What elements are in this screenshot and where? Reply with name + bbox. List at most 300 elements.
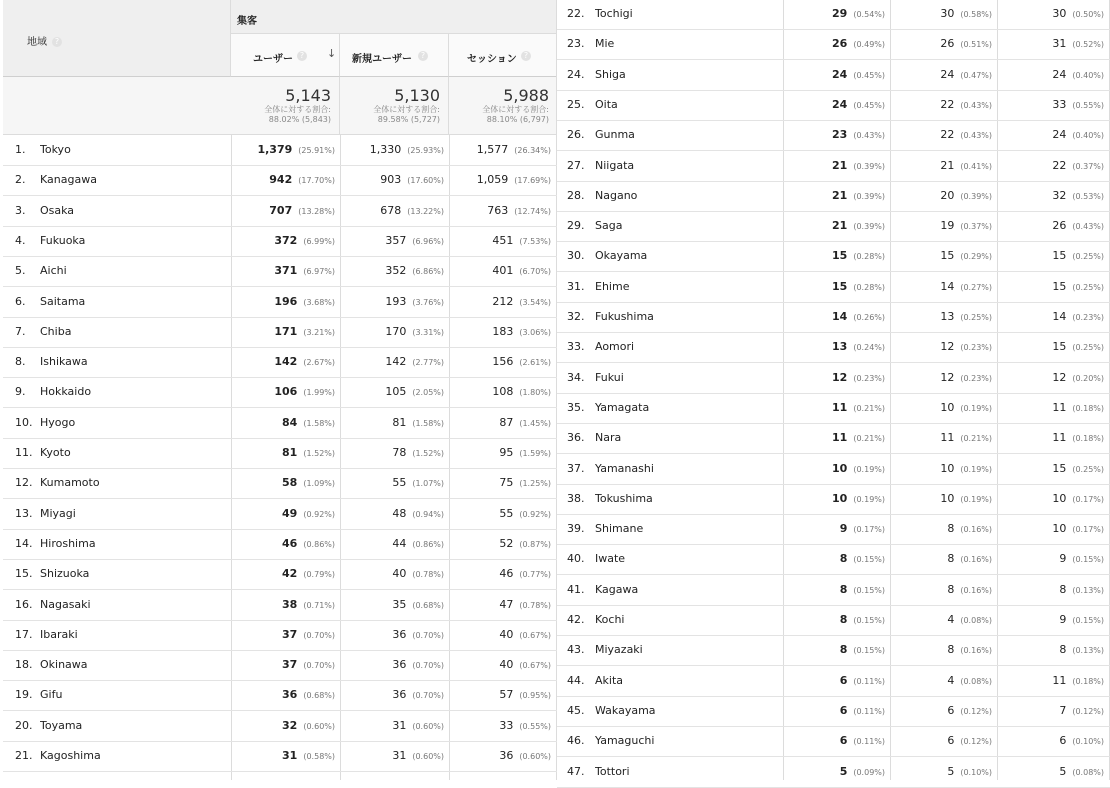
metric-value: 58 xyxy=(282,476,298,490)
metric-value: 171 xyxy=(274,324,298,338)
table-row[interactable] xyxy=(557,241,1110,272)
metric-value: 78 xyxy=(392,446,407,459)
metric-value: 13 xyxy=(832,340,848,354)
region-name-link[interactable]: Osaka xyxy=(40,203,75,217)
metric-value: 10 xyxy=(1052,522,1067,536)
table-row[interactable] xyxy=(3,377,557,408)
table-row[interactable] xyxy=(557,90,1110,121)
metric-value: 105 xyxy=(385,385,407,399)
metric-percent: (0.43%) xyxy=(960,100,992,110)
metric-cell xyxy=(340,196,449,226)
metric-value: 763 xyxy=(487,203,509,217)
metric-cell xyxy=(783,423,890,453)
metric-cell xyxy=(783,302,890,332)
metric-cell xyxy=(449,377,556,407)
region-name-link[interactable]: Kumamoto xyxy=(40,476,100,490)
region-name-link[interactable]: Ehime xyxy=(595,279,630,293)
metric-cell xyxy=(890,605,997,635)
region-name-link[interactable]: Gunma xyxy=(595,128,635,142)
table-row[interactable] xyxy=(3,711,557,742)
table-row[interactable] xyxy=(557,454,1110,485)
table-row[interactable] xyxy=(3,165,557,196)
metric-percent: (0.43%) xyxy=(1072,222,1104,232)
metric-cell xyxy=(783,393,890,423)
metric-cell xyxy=(997,211,1109,241)
region-name-link[interactable]: Hiroshima xyxy=(40,536,96,550)
table-row[interactable] xyxy=(3,499,557,530)
region-name-link[interactable]: Yamagata xyxy=(595,400,650,414)
metric-value: 8 xyxy=(947,552,955,566)
metric-cell xyxy=(783,454,890,484)
metric-value: 15 xyxy=(940,249,955,263)
metric-cell xyxy=(997,241,1109,271)
metric-cell xyxy=(449,468,556,498)
metric-value: 12 xyxy=(832,370,848,384)
metric-percent: (17.70%) xyxy=(298,176,335,186)
metric-cell xyxy=(449,741,556,771)
region-name-link[interactable]: Toyama xyxy=(40,718,83,732)
table-row[interactable] xyxy=(557,211,1110,242)
metric-cell xyxy=(890,757,997,787)
row-rank: 3. xyxy=(15,203,26,217)
table-row[interactable] xyxy=(3,529,557,560)
row-rank: 39. xyxy=(567,522,585,536)
metric-percent: (17.60%) xyxy=(407,176,444,186)
users-total-value: 5,143 xyxy=(285,86,331,105)
region-name-link[interactable]: Fukui xyxy=(595,370,624,384)
table-row[interactable] xyxy=(557,757,1110,788)
table-row[interactable] xyxy=(557,514,1110,545)
table-row[interactable] xyxy=(3,408,557,439)
region-name-link[interactable]: Nagano xyxy=(595,188,638,202)
region-name-link[interactable]: Wakayama xyxy=(595,703,656,717)
metric-value: 8 xyxy=(839,552,848,566)
metric-value: 15 xyxy=(832,279,848,293)
metric-percent: (0.27%) xyxy=(960,282,992,292)
metric-cell xyxy=(231,741,340,771)
region-name-link[interactable]: Nara xyxy=(595,431,622,445)
metric-cell xyxy=(783,90,890,120)
metric-percent: (1.45%) xyxy=(519,418,551,428)
region-name-link[interactable]: Shizuoka xyxy=(40,567,90,581)
metric-cell xyxy=(997,302,1109,332)
metric-percent: (0.70%) xyxy=(303,630,335,640)
metric-value: 22 xyxy=(940,97,955,111)
region-name-link[interactable]: Mie xyxy=(595,37,615,51)
metric-value: 38 xyxy=(282,597,298,611)
metric-value: 9 xyxy=(1059,552,1067,566)
users-total-share-label: 全体に対する割合: xyxy=(264,105,331,114)
metric-cell xyxy=(997,696,1109,726)
metric-percent: (0.86%) xyxy=(303,539,335,549)
region-name-link[interactable]: Kyoto xyxy=(40,446,71,459)
metric-percent: (0.54%) xyxy=(853,10,885,19)
metric-value: 4 xyxy=(947,673,955,687)
metric-percent: (13.22%) xyxy=(407,206,444,216)
metric-percent: (0.08%) xyxy=(960,616,992,625)
region-name-link[interactable]: Shimane xyxy=(595,522,644,536)
region-name-link[interactable]: Ibaraki xyxy=(40,627,78,641)
region-name-link[interactable]: Oita xyxy=(595,97,618,111)
metric-value: 8 xyxy=(947,643,955,657)
table-row[interactable] xyxy=(3,680,557,711)
metric-value: 142 xyxy=(385,355,407,369)
metric-percent: (0.12%) xyxy=(1072,706,1104,716)
metric-value: 13 xyxy=(940,310,955,323)
table-row[interactable] xyxy=(3,559,557,590)
help-icon[interactable]: ? xyxy=(521,51,531,61)
row-rank: 42. xyxy=(567,613,585,626)
metric-value: 37 xyxy=(282,627,298,641)
metric-value: 1,059 xyxy=(476,173,509,187)
table-row[interactable] xyxy=(557,29,1110,60)
metric-percent: (0.12%) xyxy=(960,706,992,716)
metric-cell xyxy=(890,120,997,150)
region-name-link[interactable]: Aichi xyxy=(40,264,67,278)
metric-percent: (0.28%) xyxy=(853,252,885,262)
metric-cell xyxy=(783,211,890,241)
metric-percent: (3.68%) xyxy=(303,297,335,307)
metric-percent: (0.18%) xyxy=(1072,434,1104,444)
metric-value: 10 xyxy=(940,491,955,505)
metric-cell xyxy=(783,484,890,514)
region-name-link[interactable]: Kagawa xyxy=(595,582,639,596)
metric-cell xyxy=(997,726,1109,756)
help-icon[interactable]: ? xyxy=(52,37,62,47)
metric-cell xyxy=(340,559,449,589)
region-name-link[interactable]: Ishikawa xyxy=(40,355,88,369)
metric-cell xyxy=(449,347,556,377)
metric-value: 15 xyxy=(1052,279,1067,293)
metric-value: 23 xyxy=(832,128,848,142)
metric-cell xyxy=(231,711,340,741)
table-row[interactable] xyxy=(3,650,557,681)
metric-value: 357 xyxy=(385,233,407,247)
metric-value: 6 xyxy=(1059,734,1067,748)
metric-cell xyxy=(783,363,890,393)
metric-percent: (0.19%) xyxy=(960,494,992,504)
region-name-link[interactable]: Tochigi xyxy=(595,7,633,20)
region-name-link[interactable]: Fukuoka xyxy=(40,233,86,247)
metric-cell xyxy=(449,590,556,620)
metric-cell xyxy=(890,241,997,271)
table-row[interactable] xyxy=(557,484,1110,515)
metric-cell xyxy=(231,650,340,680)
metric-value: 942 xyxy=(269,173,293,187)
region-name-link[interactable]: Akita xyxy=(595,673,624,687)
metric-percent: (0.10%) xyxy=(1072,737,1104,747)
metric-cell xyxy=(890,29,997,59)
metric-cell xyxy=(890,666,997,696)
metric-value: 30 xyxy=(1052,7,1067,20)
metric-percent: (0.52%) xyxy=(1072,40,1104,50)
row-rank: 29. xyxy=(567,219,585,233)
metric-cell xyxy=(231,256,340,286)
table-row[interactable] xyxy=(557,423,1110,454)
metric-percent: (0.16%) xyxy=(960,585,992,595)
metric-value: 49 xyxy=(282,506,298,520)
metric-cell xyxy=(783,272,890,302)
metric-cell xyxy=(340,499,449,529)
metric-cell xyxy=(783,605,890,635)
metric-cell xyxy=(231,529,340,559)
metric-value: 21 xyxy=(940,158,955,172)
table-row[interactable] xyxy=(557,635,1110,666)
region-name-link[interactable]: Kagoshima xyxy=(40,749,101,762)
metric-value: 15 xyxy=(832,249,848,263)
metric-cell xyxy=(997,393,1109,423)
metric-value: 707 xyxy=(269,203,293,217)
metric-value: 372 xyxy=(274,233,298,247)
table-row[interactable] xyxy=(3,226,557,257)
help-icon[interactable]: ? xyxy=(297,51,307,61)
table-row[interactable] xyxy=(557,120,1110,151)
table-row[interactable] xyxy=(557,60,1110,91)
metric-value: 31 xyxy=(392,749,407,762)
metric-value: 87 xyxy=(499,415,514,429)
metric-value: 8 xyxy=(947,522,955,536)
region-name-link[interactable]: Miyazaki xyxy=(595,643,643,657)
metric-value: 183 xyxy=(492,324,514,338)
metric-percent: (0.23%) xyxy=(1072,313,1104,322)
region-name-link[interactable]: Miyagi xyxy=(40,506,76,520)
metric-value: 81 xyxy=(392,415,407,429)
metric-value: 40 xyxy=(392,567,407,581)
metric-percent: (0.10%) xyxy=(960,767,992,777)
sessions-column-header[interactable] xyxy=(449,34,557,77)
table-row[interactable] xyxy=(3,287,557,318)
metric-percent: (0.19%) xyxy=(853,464,885,474)
region-name-link[interactable]: Hokkaido xyxy=(40,385,92,399)
sessions-total-cell xyxy=(449,77,557,135)
row-rank: 9. xyxy=(15,385,26,399)
region-name-link[interactable]: Kochi xyxy=(595,613,625,626)
metric-value: 46 xyxy=(282,536,298,550)
row-rank: 28. xyxy=(567,188,585,202)
region-name-link[interactable]: Kanagawa xyxy=(40,173,97,187)
region-name-link[interactable]: Tokyo xyxy=(40,143,71,156)
region-name-link[interactable]: Yamanashi xyxy=(595,461,654,475)
metric-cell xyxy=(231,317,340,347)
region-name-link[interactable]: Saga xyxy=(595,219,623,233)
users-column-header[interactable] xyxy=(231,34,340,77)
metric-percent: (0.15%) xyxy=(853,646,885,656)
row-rank: 24. xyxy=(567,67,585,81)
region-name-link[interactable]: Niigata xyxy=(595,158,635,172)
table-row[interactable] xyxy=(3,256,557,287)
region-name-link[interactable]: Chiba xyxy=(40,324,72,338)
table-row[interactable] xyxy=(557,0,1110,30)
metric-cell xyxy=(890,332,997,362)
metric-cell xyxy=(890,60,997,90)
metric-percent: (0.26%) xyxy=(853,313,885,322)
region-name-link[interactable]: Tottori xyxy=(595,764,630,778)
metric-value: 29 xyxy=(832,7,848,20)
region-name-link[interactable]: Fukushima xyxy=(595,310,654,323)
metric-percent: (0.67%) xyxy=(519,661,551,671)
region-name-link[interactable]: Aomori xyxy=(595,340,635,354)
table-row[interactable] xyxy=(3,741,557,772)
metric-cell xyxy=(783,544,890,574)
metric-percent: (0.13%) xyxy=(1072,646,1104,656)
metric-cell xyxy=(783,29,890,59)
table-row[interactable] xyxy=(3,135,557,166)
metric-value: 31 xyxy=(282,749,298,762)
metric-value: 81 xyxy=(282,446,298,459)
table-row[interactable] xyxy=(557,332,1110,363)
row-rank: 23. xyxy=(567,37,585,51)
metric-cell xyxy=(231,559,340,589)
metric-percent: (0.45%) xyxy=(853,100,885,110)
metric-percent: (0.21%) xyxy=(960,434,992,444)
region-name-link[interactable]: Yamaguchi xyxy=(595,734,655,748)
metric-cell xyxy=(890,454,997,484)
region-name-link[interactable]: Hyogo xyxy=(40,415,76,429)
table-row[interactable] xyxy=(557,575,1110,606)
metric-cell xyxy=(997,363,1109,393)
metric-cell xyxy=(231,408,340,438)
metric-percent: (1.52%) xyxy=(303,449,335,458)
metric-value: 55 xyxy=(392,476,407,490)
metric-percent: (0.25%) xyxy=(1072,343,1104,353)
table-row[interactable] xyxy=(3,196,557,227)
metric-percent: (0.23%) xyxy=(960,373,992,383)
metric-value: 8 xyxy=(839,643,848,657)
region-name-link[interactable]: Nagasaki xyxy=(40,597,91,611)
metric-percent: (0.60%) xyxy=(519,752,551,761)
row-rank: 13. xyxy=(15,506,33,520)
metric-value: 11 xyxy=(940,431,955,445)
metric-percent: (0.45%) xyxy=(853,70,885,80)
region-name-link[interactable]: Okayama xyxy=(595,249,648,263)
metric-value: 196 xyxy=(274,294,298,308)
metric-percent: (0.49%) xyxy=(853,40,885,50)
region-name-link[interactable]: Saitama xyxy=(40,294,86,308)
metric-value: 21 xyxy=(832,158,848,172)
metric-percent: (0.18%) xyxy=(1072,403,1104,413)
metric-percent: (0.08%) xyxy=(1072,767,1104,777)
metric-cell xyxy=(997,757,1109,787)
metric-cell xyxy=(449,287,556,317)
row-rank: 21. xyxy=(15,749,33,762)
region-name-link[interactable]: Gifu xyxy=(40,688,63,702)
metric-percent: (6.99%) xyxy=(303,236,335,246)
table-row[interactable] xyxy=(3,590,557,621)
region-name-link[interactable]: Okinawa xyxy=(40,658,88,672)
metric-percent: (6.86%) xyxy=(412,267,444,277)
region-name-link[interactable]: Iwate xyxy=(595,552,626,566)
table-row[interactable] xyxy=(557,363,1110,394)
metric-cell xyxy=(997,29,1109,59)
sessions-total-share-label: 全体に対する割合: xyxy=(482,105,549,114)
metric-percent: (0.19%) xyxy=(960,464,992,474)
metric-value: 10 xyxy=(940,461,955,475)
metric-cell xyxy=(449,196,556,226)
metric-cell xyxy=(783,241,890,271)
metric-percent: (0.77%) xyxy=(519,570,551,580)
row-rank: 44. xyxy=(567,673,585,687)
table-row[interactable] xyxy=(557,666,1110,697)
metric-cell xyxy=(890,0,997,29)
metric-percent: (17.69%) xyxy=(514,176,551,186)
metric-value: 8 xyxy=(839,582,848,596)
help-icon[interactable]: ? xyxy=(418,51,428,61)
sort-arrow-down-icon[interactable]: ↓ xyxy=(327,47,337,60)
metric-cell xyxy=(449,226,556,256)
metric-percent: (1.09%) xyxy=(303,479,335,489)
metric-value: 26 xyxy=(1052,219,1067,233)
table-row[interactable] xyxy=(557,181,1110,212)
metric-cell xyxy=(997,484,1109,514)
metric-percent: (0.43%) xyxy=(960,131,992,141)
metric-cell xyxy=(783,120,890,150)
metric-percent: (0.37%) xyxy=(1072,161,1104,171)
metric-value: 52 xyxy=(499,536,514,550)
metric-percent: (1.59%) xyxy=(519,449,551,458)
metric-percent: (0.60%) xyxy=(412,752,444,761)
metric-cell xyxy=(890,151,997,181)
metric-value: 11 xyxy=(1052,431,1067,445)
metric-value: 5 xyxy=(1059,764,1067,778)
table-row[interactable] xyxy=(557,302,1110,333)
table-row[interactable] xyxy=(3,317,557,348)
table-row[interactable] xyxy=(3,620,557,651)
table-row[interactable] xyxy=(557,151,1110,182)
table-row[interactable] xyxy=(557,544,1110,575)
table-row[interactable] xyxy=(3,438,557,469)
metric-value: 212 xyxy=(492,294,514,308)
new-users-column-header[interactable] xyxy=(340,34,449,77)
metric-cell xyxy=(997,90,1109,120)
sessions-total-share: 88.10% (6,797) xyxy=(486,115,549,124)
row-rank: 32. xyxy=(567,310,585,323)
region-name-link[interactable]: Tokushima xyxy=(595,491,653,505)
metric-percent: (3.21%) xyxy=(303,327,335,337)
table-row[interactable] xyxy=(3,468,557,499)
right-table-panel xyxy=(557,0,1110,780)
metric-percent: (0.16%) xyxy=(960,555,992,565)
metric-percent: (0.19%) xyxy=(853,494,885,504)
metric-value: 75 xyxy=(499,476,514,490)
metric-cell xyxy=(340,529,449,559)
metric-cell xyxy=(783,332,890,362)
metric-percent: (1.07%) xyxy=(412,479,444,489)
table-row[interactable] xyxy=(3,347,557,378)
metric-cell xyxy=(890,696,997,726)
table-row[interactable] xyxy=(557,272,1110,303)
table-row[interactable] xyxy=(557,605,1110,636)
metric-value: 9 xyxy=(839,522,848,536)
metric-cell xyxy=(997,575,1109,605)
metric-value: 11 xyxy=(832,431,848,445)
region-header[interactable] xyxy=(3,0,231,77)
metric-percent: (0.47%) xyxy=(960,70,992,80)
region-name-link[interactable]: Shiga xyxy=(595,67,626,81)
row-rank: 46. xyxy=(567,734,585,748)
metric-cell xyxy=(783,0,890,29)
metric-cell xyxy=(783,666,890,696)
metric-cell xyxy=(340,468,449,498)
metric-percent: (0.23%) xyxy=(960,343,992,353)
metric-value: 32 xyxy=(282,718,298,732)
metric-value: 26 xyxy=(832,37,848,51)
table-row[interactable] xyxy=(557,393,1110,424)
metric-value: 21 xyxy=(832,188,848,202)
table-row[interactable] xyxy=(557,726,1110,757)
table-row[interactable] xyxy=(557,696,1110,727)
metric-percent: (0.28%) xyxy=(853,282,885,292)
row-rank: 11. xyxy=(15,446,33,459)
